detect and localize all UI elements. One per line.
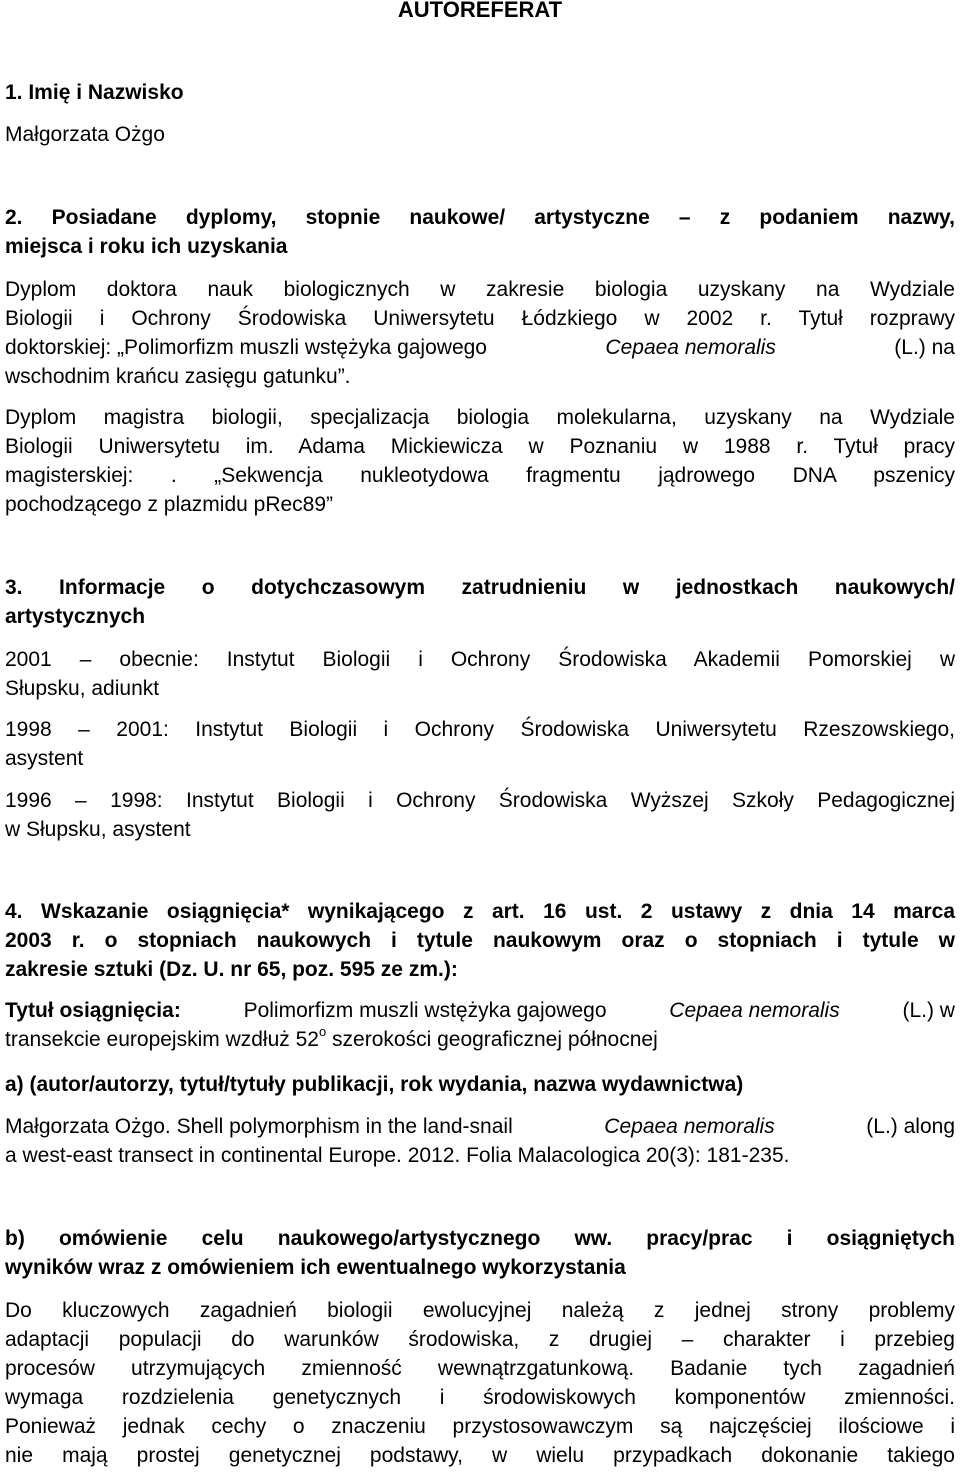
doctorate-paragraph — [5, 275, 955, 391]
subsection-a-heading: a) (autor/autorzy, tytuł/tytuły publikacji, rok wydania, nazwa wydawnictwa) — [5, 1073, 744, 1096]
species-name: Cepaea nemoralis — [604, 1115, 775, 1138]
section-2-heading-line-2: miejsca i roku ich uzyskania — [5, 235, 288, 258]
employment-entry-3 — [5, 786, 955, 844]
achievement-line-2-text: transekcie europejskim wzdłuż 52 — [5, 1028, 319, 1051]
doctorate-line-4: wschodnim krańcu zasięgu gatunku”. — [5, 365, 351, 388]
doctorate-line-3-text: doktorskiej: „Polimorfizm muszli wstężyka gajowego — [5, 336, 487, 359]
achievement-line-2-end: szerokości geograficznej północnej — [326, 1028, 658, 1051]
body-line-6: nie mają prostej genetycznej podstawy, w wielu przypadkach dokonanie takiego — [5, 1444, 955, 1467]
subsection-b-heading-line-1: b) omówienie celu naukowego/artystycznego ww. pracy/prac i osiągniętych — [5, 1227, 955, 1250]
section-4-heading-line-3: zakresie sztuki (Dz. U. nr 65, poz. 595 ze zm.): — [5, 958, 458, 981]
body-paragraph — [5, 1296, 955, 1470]
body-line-2: adaptacji populacji do warunków środowiska, z drugiej – charakter i przebieg — [5, 1328, 955, 1351]
body-line-3: procesów utrzymujących zmienność wewnątrzgatunkową. Badanie tych zagadnień — [5, 1357, 955, 1380]
employment-entry-2 — [5, 715, 955, 773]
employment-2-line-2: asystent — [5, 747, 84, 770]
section-2-heading — [5, 203, 955, 261]
body-line-4: wymaga rozdzielenia genetycznych i środowiskowych komponentów zmienności. — [5, 1386, 955, 1409]
masters-line-1: Dyplom magistra biologii, specjalizacja biologia molekularna, uzyskany na Wydziale — [5, 406, 955, 429]
doctorate-line-1: Dyplom doktora nauk biologicznych w zakresie biologia uzyskany na Wydziale — [5, 278, 955, 301]
subsection-b-heading-line-2: wyników wraz z omówieniem ich ewentualnego wykorzystania — [5, 1256, 626, 1279]
section-3-heading-line-2: artystycznych — [5, 605, 146, 628]
section-2-heading-line-1: 2. Posiadane dyplomy, stopnie naukowe/ artystyczne – z podaniem nazwy, — [5, 206, 955, 229]
achievement-text: Polimorfizm muszli wstężyka gajowego — [243, 999, 607, 1022]
section-4-heading-line-1: 4. Wskazanie osiągnięcia* wynikającego z art. 16 ust. 2 ustawy z dnia 14 marca — [5, 900, 955, 923]
doctorate-line-3-end: (L.) na — [894, 336, 955, 359]
masters-paragraph — [5, 403, 955, 519]
employment-2-line-1: 1998 – 2001: Instytut Biologii i Ochrony Środowiska Uniwersytetu Rzeszowskiego, — [5, 718, 955, 741]
publication-text: Małgorzata Ożgo. Shell polymorphism in the land-snail — [5, 1115, 513, 1138]
achievement-line-1-end: (L.) w — [902, 999, 955, 1022]
publication-citation — [5, 1112, 955, 1170]
employment-3-line-1: 1996 – 1998: Instytut Biologii i Ochrony Środowiska Wyższej Szkoły Pedagogicznej — [5, 789, 955, 812]
doctorate-line-2: Biologii i Ochrony Środowiska Uniwersytetu Łódzkiego w 2002 r. Tytuł rozprawy — [5, 307, 955, 330]
body-line-1: Do kluczowych zagadnień biologii ewolucyjnej należą z jednej strony problemy — [5, 1299, 955, 1322]
achievement-label: Tytuł osiągnięcia: — [5, 999, 181, 1022]
publication-line-2: a west-east transect in continental Europe. 2012. Folia Malacologica 20(3): 181-235. — [5, 1144, 790, 1167]
document-title: AUTOREFERAT — [397, 0, 563, 22]
publication-line-1 — [5, 1112, 955, 1141]
section-4-heading — [5, 897, 955, 984]
species-name: Cepaea nemoralis — [669, 999, 840, 1022]
doctorate-line-3 — [5, 333, 955, 362]
achievement-line-1 — [5, 996, 955, 1025]
employment-3-line-2: w Słupsku, asystent — [5, 818, 191, 841]
author-name: Małgorzata Ożgo — [5, 123, 165, 146]
subsection-b-heading — [5, 1224, 955, 1282]
section-1-heading: 1. Imię i Nazwisko — [5, 81, 184, 104]
achievement-title — [5, 996, 955, 1054]
degree-superscript: o — [318, 1024, 327, 1039]
body-line-5: Ponieważ jednak cechy o znaczeniu przystosowawczym są najczęściej ilościowe i — [5, 1415, 955, 1438]
achievement-line-2 — [5, 1025, 955, 1054]
publication-line-1-end: (L.) along — [866, 1115, 955, 1138]
section-4-heading-line-2: 2003 r. o stopniach naukowych i tytule naukowym oraz o stopniach i tytule w — [5, 929, 955, 952]
employment-entry-1 — [5, 645, 955, 703]
employment-1-line-1: 2001 – obecnie: Instytut Biologii i Ochrony Środowiska Akademii Pomorskiej w — [5, 648, 955, 671]
section-3-heading — [5, 573, 955, 631]
masters-line-3: magisterskiej: . „Sekwencja nukleotydowa fragmentu jądrowego DNA pszenicy — [5, 464, 955, 487]
species-name: Cepaea nemoralis — [605, 336, 776, 359]
masters-line-4: pochodzącego z plazmidu pRec89” — [5, 493, 334, 516]
masters-line-2: Biologii Uniwersytetu im. Adama Mickiewicza w Poznaniu w 1988 r. Tytuł pracy — [5, 435, 955, 458]
section-3-heading-line-1: 3. Informacje o dotychczasowym zatrudnieniu w jednostkach naukowych/ — [5, 576, 955, 599]
employment-1-line-2: Słupsku, adiunkt — [5, 677, 160, 700]
